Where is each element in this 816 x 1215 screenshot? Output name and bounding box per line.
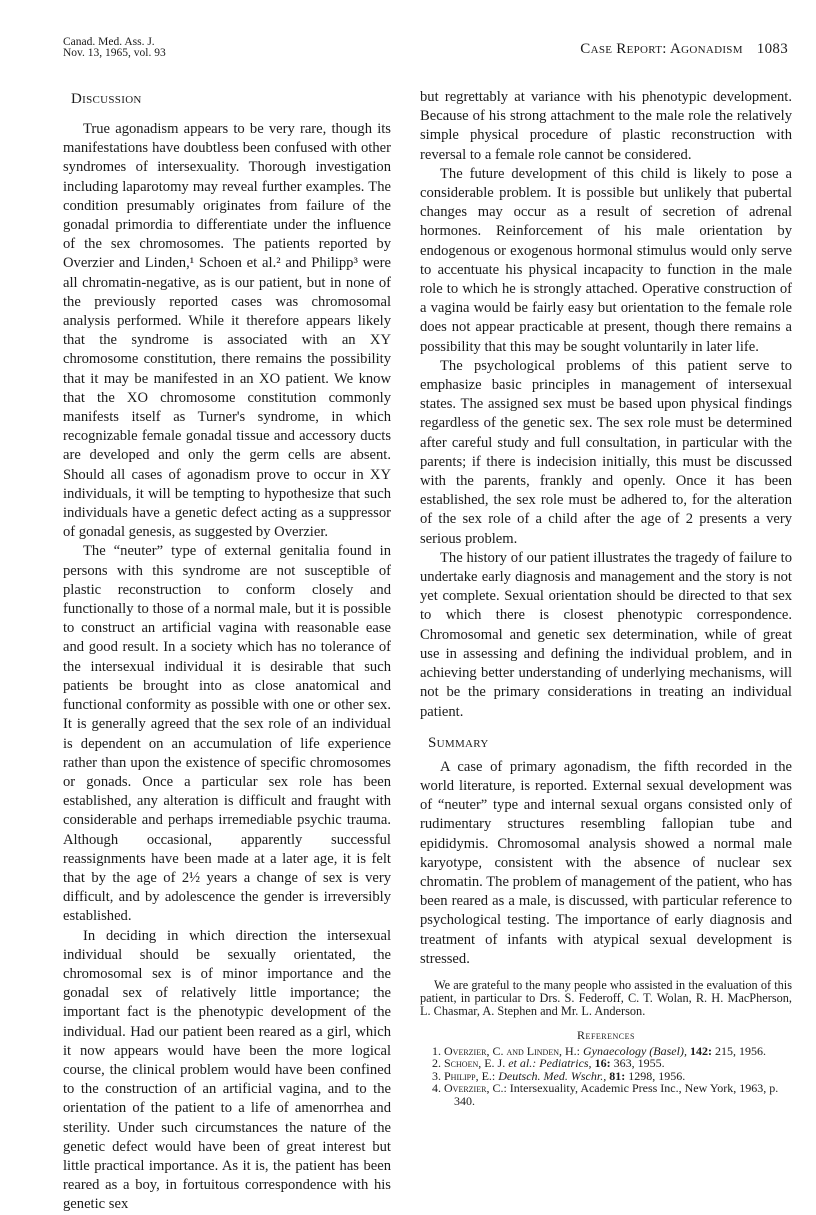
reference-authors: Overzier, C.: xyxy=(444,1081,507,1096)
journal-name: Canad. Med. Ass. J. xyxy=(63,36,155,48)
reference-number: 1. xyxy=(432,1043,441,1058)
discussion-heading: Discussion xyxy=(71,91,142,107)
reference-journal: Deutsch. Med. Wschr., xyxy=(498,1068,607,1083)
right-column xyxy=(420,88,792,1107)
page-number: 1083 xyxy=(756,41,788,57)
paragraph: In deciding in which direction the intersexual individual should be sexually orientated, the chromosomal sex is of minor importance and the gonadal sex of relatively little importance; the important fact is the phenotypic development of the individual. Had our patient been reared as a girl, which it now appears would have been the more logical course, the clinical problem would have been confined to the construction of an artificial vagina, and to the orientation of the patient to a life of amenorrhea and sterility. Under such circumstances the nature of the genetic defect would have been of great interest but little practical importance. As it is, the patient has been reared as a boy, in fortuitous correspondence with his genetic sex xyxy=(63,927,391,1213)
reference-journal: Gynaecology (Basel), xyxy=(583,1043,687,1058)
running-header xyxy=(580,41,788,58)
journal-issue: Nov. 13, 1965, vol. 93 xyxy=(63,47,166,59)
reference-book: Intersexuality, Academic Press Inc., New York, 1963, p. 340. xyxy=(454,1081,779,1108)
reference-journal: Pediatrics, xyxy=(539,1056,592,1071)
reference-authors: Philipp, E.: xyxy=(444,1068,496,1083)
reference-volume: 142: xyxy=(689,1043,712,1058)
reference-authors: Schoen, E. J. xyxy=(444,1056,506,1071)
running-title: Case Report: Agonadism xyxy=(580,41,743,57)
reference-volume: 16: xyxy=(594,1056,611,1071)
reference-number: 2. xyxy=(432,1056,441,1071)
paragraph: The history of our patient illustrates the tragedy of failure to undertake early diagnosis and management and the story is not yet complete. Sexual orientation should be directed to that sex to which there is closest phenotypic correspondence. Chromosomal and genetic sex determination, while of great use in assessing and defining the individual problem, and in achieving better understanding of underlying mechanisms, will not be the primary considerations in treating an individual patient. xyxy=(420,549,792,720)
reference-number: 3. xyxy=(432,1068,441,1083)
reference-pages-year: 215, 1956. xyxy=(714,1043,766,1058)
left-column xyxy=(63,90,391,1215)
reference-etal: et al.: xyxy=(508,1056,537,1071)
paragraph: The future development of this child is likely to pose a considerable problem. It is possible but unlikely that pubertal changes may occur as a result of secretion of adrenal hormones. Reinforcement of his male orientation by endogenous or exogenous hormonal stimulus would only serve to accentuate his physical incapacity to function in the male role to which he is strongly attached. Operative construction of a vagina would be fairly easy but orientation to the female role does not appear practicable at present, though there remains a possibility that this may be sought voluntarily in later life. xyxy=(420,165,792,355)
paragraph: True agonadism appears to be very rare, though its manifestations have doubtless been confused with other syndromes of intersexuality. Thorough investigation including laparotomy may reveal further examples. The condition presumably originates from failure of the gonadal primordia to differentiate under the influence of the sex chromosomes. The patients reported by Overzier and Linden,¹ Schoen et al.² and Philipp³ were all chromatin-negative, as is our patient, but in none of the previously reported cases was chromosomal analysis performed. While it therefore appears likely that the syndrome is associated with an XY chromosome constitution, there remains the possibility that it may be manifested in an XO patient. We know that the XO chromosome constitution commonly manifests itself as Turner's syndrome, in which recognizable female gonadal tissue and accessory ducts are developed and only the germ cells are absent. Should all cases of agonadism prove to occur in XY individuals, it will be tempting to hypothesize that such individuals have a genetic defect acting as a suppressor of gonadal genesis, as suggested by Overzier. xyxy=(63,121,391,541)
acknowledgment: We are grateful to the many people who assisted in the evaluation of this patient, in particular to Drs. S. Federoff, C. T. Wolan, R. H. MacPherson, L. Chasmar, A. Stephen and Mr. L. Anderson. xyxy=(420,977,792,1018)
reference-item xyxy=(420,1082,792,1107)
summary-text: A case of primary agonadism, the fifth recorded in the world literature, is reported. External sexual development was of “neuter” type and internal sexual organs consisted only of rudimentary structures resembling fallopian tube and epididymis. Chromosomal analysis showed a normal male karyotype, consistent with the absence of nuclear sex chromatin. The problem of management of the patient, who has been reared as a male, is discussed, with particular reference to psychological testing. The importance of early diagnosis and treatment of infants with atypical sexual development is stressed. xyxy=(420,758,792,967)
references-heading: References xyxy=(577,1027,635,1042)
summary-heading: Summary xyxy=(428,734,489,751)
reference-pages-year: 363, 1955. xyxy=(613,1056,665,1071)
reference-list xyxy=(420,1045,792,1108)
reference-authors: Overzier, C. and Linden, H.: xyxy=(444,1043,580,1058)
reference-number: 4. xyxy=(432,1081,441,1096)
paragraph: but regrettably at variance with his phenotypic development. Because of his strong attachment to the male role the relatively simple physical procedure of plastic reconstruction with reversal to a female role cannot be considered. xyxy=(420,89,792,163)
journal-citation xyxy=(63,37,166,59)
paragraph: The “neuter” type of external genitalia found in persons with this syndrome are not susceptible of plastic reconstruction to conform closely and functionally to those of a normal male, but it is possible to construct an artificial vagina with reasonable ease and good result. In a society which has no tolerance of the intersexual individual it is desirable that such patients be brought into as close anatomical and functional conformity as possible with one or other sex. It is generally agreed that the sex role of an individual is dependent on an accumulation of life experience rather than upon the existence of specific chromosomes or gonads. Once a particular sex role has been established, any alteration is difficult and fraught with considerable and perhaps irremediable psychic trauma. Although occasional, apparently successful reassignments have been made at a later age, it is felt that by the age of 2½ years a change of sex is very difficult, and by adolescence the gender is irreversibly established. xyxy=(63,543,391,925)
paragraph: The psychological problems of this patient serve to emphasize basic principles in management of intersexual states. The assigned sex must be based upon physical findings regardless of the genetic sex. The sex role must be determined after careful study and full consultation, in particular with the parents; if there is indecision initially, this must be discussed with the parents, frankly and openly. Once it has been established, the sex role must be adhered to, for the alteration of the sex role of a child after the age of 2 presents a very serious problem. xyxy=(420,357,792,547)
reference-volume: 81: xyxy=(609,1068,626,1083)
reference-pages-year: 1298, 1956. xyxy=(628,1068,686,1083)
